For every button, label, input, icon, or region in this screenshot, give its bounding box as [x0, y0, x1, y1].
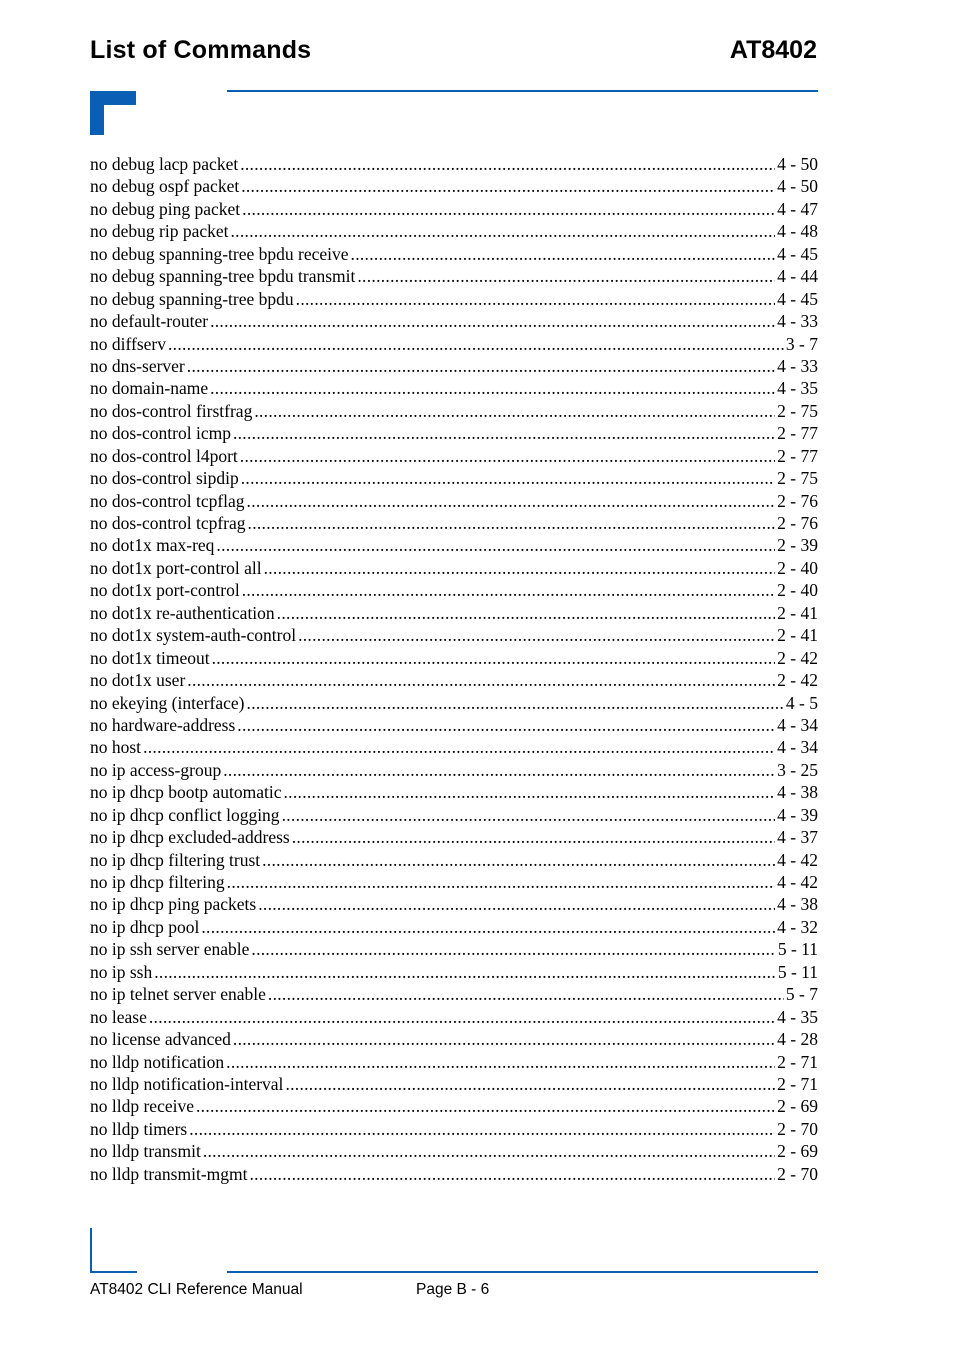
toc-dot-leader	[251, 938, 775, 960]
toc-entry-page: 2 - 70	[777, 1118, 818, 1139]
toc-entry-page: 2 - 69	[777, 1141, 818, 1162]
toc-entry-label: no dot1x max-req	[90, 535, 215, 556]
toc-entry[interactable]	[90, 647, 818, 669]
toc-dot-leader	[351, 243, 776, 265]
toc-entry[interactable]	[90, 377, 818, 399]
toc-entry-page: 4 - 50	[777, 154, 818, 174]
toc-entry-label: no ip access-group	[90, 759, 222, 780]
toc-entry-page: 2 - 76	[777, 513, 818, 533]
toc-entry-label: no dos-control l4port	[90, 445, 238, 466]
toc-entry[interactable]	[90, 220, 818, 242]
footer-bracket-horizontal	[90, 1271, 137, 1273]
footer-bracket-vertical	[90, 1228, 92, 1273]
toc-dot-leader	[187, 669, 775, 691]
toc-entry-page: 4 - 28	[777, 1029, 818, 1050]
toc-entry[interactable]	[90, 153, 818, 175]
toc-entry-label: no ip ssh	[90, 961, 153, 982]
toc-entry[interactable]	[90, 1051, 818, 1073]
toc-dot-leader	[210, 377, 775, 399]
toc-entry-page: 4 - 48	[777, 221, 818, 242]
toc-entry-page: 2 - 42	[777, 670, 818, 691]
toc-dot-leader	[242, 579, 775, 601]
toc-entry-page: 2 - 42	[777, 647, 818, 668]
toc-dot-leader	[248, 512, 776, 534]
toc-entry-page: 4 - 38	[777, 782, 818, 803]
command-index-list	[90, 153, 818, 1185]
toc-entry[interactable]	[90, 983, 818, 1005]
header-divider	[227, 90, 818, 92]
toc-entry-page: 2 - 71	[777, 1073, 818, 1094]
footer-manual-title: AT8402 CLI Reference Manual	[90, 1281, 303, 1298]
product-name: AT8402	[729, 36, 817, 64]
toc-entry[interactable]	[90, 512, 818, 534]
toc-entry[interactable]	[90, 916, 818, 938]
toc-entry[interactable]	[90, 400, 818, 422]
toc-entry[interactable]	[90, 893, 818, 915]
toc-entry[interactable]	[90, 579, 818, 601]
toc-entry-label: no ip dhcp conflict logging	[90, 804, 280, 825]
toc-dot-leader	[264, 557, 776, 579]
toc-entry-label: no lldp timers	[90, 1118, 188, 1139]
toc-entry-label: no default-router	[90, 311, 209, 332]
toc-entry-label: no ip dhcp bootp automatic	[90, 782, 282, 803]
toc-entry-label: no ip dhcp excluded-address	[90, 827, 290, 848]
toc-entry[interactable]	[90, 804, 818, 826]
toc-dot-leader	[240, 153, 775, 175]
toc-entry-label: no domain-name	[90, 378, 209, 399]
toc-dot-leader	[241, 467, 775, 489]
toc-entry[interactable]	[90, 624, 818, 646]
toc-entry-label: no ip telnet server enable	[90, 984, 266, 1005]
toc-entry-page: 4 - 5	[785, 692, 818, 713]
toc-entry[interactable]	[90, 557, 818, 579]
toc-entry[interactable]	[90, 265, 818, 287]
toc-entry[interactable]	[90, 198, 818, 220]
toc-entry-label: no ip dhcp ping packets	[90, 894, 257, 915]
toc-entry-label: no dns-server	[90, 355, 185, 376]
toc-dot-leader	[154, 961, 776, 983]
corner-bracket-logo	[90, 91, 136, 135]
toc-entry[interactable]	[90, 714, 818, 736]
toc-entry-page: 2 - 70	[777, 1163, 818, 1184]
toc-entry[interactable]	[90, 1118, 818, 1140]
toc-entry-page: 2 - 71	[777, 1051, 818, 1072]
toc-dot-leader	[237, 714, 775, 736]
toc-entry-label: no dot1x re-authentication	[90, 602, 275, 623]
toc-entry[interactable]	[90, 288, 818, 310]
toc-entry-page: 4 - 34	[777, 737, 818, 758]
toc-entry-label: no host	[90, 737, 142, 758]
toc-entry-page: 2 - 40	[777, 580, 818, 601]
footer-page-number: Page B - 6	[416, 1281, 490, 1298]
toc-entry-label: no ip ssh server enable	[90, 939, 250, 960]
toc-entry[interactable]	[90, 961, 818, 983]
toc-dot-leader	[143, 736, 775, 758]
toc-entry-label: no debug spanning-tree bpdu transmit	[90, 266, 356, 287]
toc-dot-leader	[258, 893, 775, 915]
toc-dot-leader	[233, 1028, 775, 1050]
toc-entry[interactable]	[90, 175, 818, 197]
toc-entry-label: no lldp transmit-mgmt	[90, 1163, 248, 1184]
toc-entry-page: 5 - 11	[777, 961, 818, 982]
toc-entry[interactable]	[90, 849, 818, 871]
toc-entry-page: 2 - 40	[777, 557, 818, 578]
toc-entry[interactable]	[90, 310, 818, 332]
toc-dot-leader	[223, 759, 775, 781]
toc-dot-leader	[212, 647, 776, 669]
toc-dot-leader	[227, 871, 776, 893]
toc-dot-leader	[298, 624, 775, 646]
toc-dot-leader	[247, 490, 776, 512]
toc-entry-label: no debug ping packet	[90, 198, 241, 219]
toc-entry-label: no dos-control icmp	[90, 423, 231, 444]
toc-entry-label: no license advanced	[90, 1029, 231, 1050]
toc-entry-label: no dot1x port-control all	[90, 557, 262, 578]
toc-dot-leader	[242, 198, 775, 220]
toc-entry-label: no lldp receive	[90, 1096, 194, 1117]
toc-entry[interactable]	[90, 1006, 818, 1028]
toc-entry-label: no dot1x timeout	[90, 647, 210, 668]
toc-entry-page: 4 - 32	[777, 916, 818, 937]
toc-dot-leader	[284, 781, 776, 803]
toc-entry-label: no dot1x port-control	[90, 580, 240, 601]
toc-entry-page: 2 - 76	[777, 490, 818, 511]
toc-entry[interactable]	[90, 759, 818, 781]
toc-dot-leader	[187, 355, 775, 377]
toc-entry-label: no dos-control firstfrag	[90, 400, 253, 421]
toc-entry[interactable]	[90, 1140, 818, 1162]
toc-entry-label: no debug rip packet	[90, 221, 229, 242]
toc-entry-label: no debug ospf packet	[90, 176, 240, 197]
toc-dot-leader	[201, 916, 775, 938]
toc-entry-label: no dot1x system-auth-control	[90, 625, 297, 646]
toc-entry-page: 4 - 50	[777, 176, 818, 197]
toc-entry-label: no debug spanning-tree bpdu receive	[90, 243, 349, 264]
toc-entry-page: 4 - 42	[777, 872, 818, 892]
toc-entry-page: 2 - 69	[777, 1096, 818, 1117]
toc-entry[interactable]	[90, 1163, 818, 1185]
toc-entry-label: no ip dhcp filtering	[90, 872, 225, 892]
toc-entry-page: 4 - 38	[777, 894, 818, 915]
toc-entry-page: 4 - 42	[777, 849, 818, 870]
toc-entry-label: no lldp transmit	[90, 1141, 201, 1162]
toc-entry[interactable]	[90, 736, 818, 758]
toc-entry-page: 4 - 34	[777, 714, 818, 735]
toc-entry-label: no diffserv	[90, 333, 166, 354]
toc-entry-page: 2 - 77	[777, 445, 818, 466]
toc-entry[interactable]	[90, 826, 818, 848]
toc-dot-leader	[240, 445, 775, 467]
toc-dot-leader	[168, 333, 784, 355]
toc-entry[interactable]	[90, 871, 818, 893]
toc-dot-leader	[357, 265, 775, 287]
toc-dot-leader	[250, 1163, 776, 1185]
toc-entry-page: 4 - 44	[777, 266, 818, 287]
toc-entry-page: 5 - 7	[785, 984, 818, 1005]
toc-entry[interactable]	[90, 445, 818, 467]
toc-entry-label: no dot1x user	[90, 670, 186, 691]
toc-entry[interactable]	[90, 422, 818, 444]
toc-dot-leader	[282, 804, 776, 826]
toc-entry-page: 3 - 7	[785, 333, 818, 354]
footer-divider	[227, 1271, 818, 1273]
toc-entry-page: 2 - 39	[777, 535, 818, 556]
toc-dot-leader	[268, 983, 784, 1005]
toc-entry-page: 4 - 33	[777, 355, 818, 376]
toc-entry-label: no dos-control sipdip	[90, 468, 239, 489]
toc-entry-page: 2 - 41	[777, 602, 818, 623]
toc-dot-leader	[277, 602, 776, 624]
toc-entry[interactable]	[90, 692, 818, 714]
toc-dot-leader	[149, 1006, 775, 1028]
toc-dot-leader	[285, 1073, 775, 1095]
toc-entry-page: 4 - 39	[777, 804, 818, 825]
toc-entry[interactable]	[90, 355, 818, 377]
toc-entry-page: 2 - 75	[777, 468, 818, 489]
page-title: List of Commands	[90, 36, 312, 64]
toc-dot-leader	[231, 220, 776, 242]
toc-dot-leader	[241, 175, 775, 197]
toc-entry-page: 4 - 37	[777, 827, 818, 848]
toc-entry-page: 4 - 33	[777, 311, 818, 332]
toc-entry-label: no hardware-address	[90, 714, 236, 735]
toc-dot-leader	[233, 422, 775, 444]
toc-dot-leader	[196, 1095, 775, 1117]
toc-entry-label: no ip dhcp filtering trust	[90, 849, 261, 870]
toc-dot-leader	[254, 400, 775, 422]
toc-dot-leader	[210, 310, 775, 332]
toc-entry[interactable]	[90, 534, 818, 556]
toc-entry-page: 4 - 35	[777, 1006, 818, 1027]
toc-dot-leader	[262, 849, 775, 871]
toc-entry[interactable]	[90, 1095, 818, 1117]
toc-entry[interactable]	[90, 938, 818, 960]
toc-dot-leader	[292, 826, 775, 848]
toc-entry-label: no debug lacp packet	[90, 154, 239, 174]
toc-entry[interactable]	[90, 1073, 818, 1095]
toc-dot-leader	[247, 692, 784, 714]
toc-entry[interactable]	[90, 467, 818, 489]
toc-entry-page: 4 - 45	[777, 243, 818, 264]
toc-entry-page: 2 - 41	[777, 625, 818, 646]
toc-entry[interactable]	[90, 490, 818, 512]
toc-entry[interactable]	[90, 1028, 818, 1050]
toc-entry-page: 4 - 45	[777, 288, 818, 309]
toc-entry-label: no lease	[90, 1006, 147, 1027]
toc-entry-label: no ekeying (interface)	[90, 692, 245, 713]
toc-entry-label: no lldp notification	[90, 1051, 225, 1072]
toc-entry-label: no debug spanning-tree bpdu	[90, 288, 294, 309]
toc-entry[interactable]	[90, 781, 818, 803]
toc-dot-leader	[189, 1118, 775, 1140]
toc-dot-leader	[203, 1140, 775, 1162]
toc-entry-label: no dos-control tcpfrag	[90, 513, 246, 533]
toc-dot-leader	[216, 534, 775, 556]
toc-dot-leader	[296, 288, 776, 310]
toc-entry-page: 4 - 47	[777, 198, 818, 219]
corner-bracket-vertical	[90, 91, 104, 135]
toc-entry[interactable]	[90, 333, 818, 355]
toc-entry-page: 5 - 11	[777, 939, 818, 960]
toc-entry[interactable]	[90, 243, 818, 265]
toc-entry-page: 2 - 75	[777, 400, 818, 421]
toc-entry-page: 4 - 35	[777, 378, 818, 399]
toc-entry-page: 2 - 77	[777, 423, 818, 444]
toc-dot-leader	[226, 1051, 775, 1073]
toc-entry-label: no ip dhcp pool	[90, 916, 200, 937]
toc-entry-label: no dos-control tcpflag	[90, 490, 245, 511]
toc-entry[interactable]	[90, 602, 818, 624]
toc-entry[interactable]	[90, 669, 818, 691]
toc-entry-label: no lldp notification-interval	[90, 1073, 284, 1094]
toc-entry-page: 3 - 25	[777, 759, 818, 780]
